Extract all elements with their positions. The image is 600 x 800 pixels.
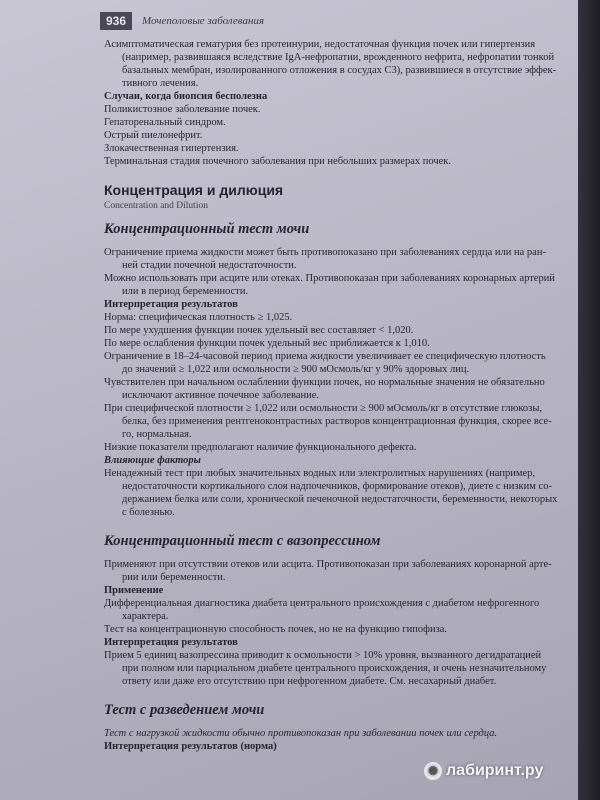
intro-line: базальных мембран, изолированного отложения в сосудах С3), развившиеся в отсутствие эффек- <box>122 65 557 76</box>
section-title: Концентрация и дилюция <box>104 182 284 198</box>
running-header <box>100 10 570 32</box>
text-line: до значений ≥ 1,022 или осмольности ≥ 900 мОсмоль/кг у 90% здоровых лиц. <box>122 364 470 375</box>
text-line: при полном или парциальном диабете центрального происхождения, и очень незначительному <box>122 663 547 674</box>
page-edge-shadow <box>578 0 600 800</box>
text-line: или в период беременности. <box>122 286 249 297</box>
running-title: Мочеполовые заболевания <box>142 15 265 27</box>
text-line: Дифференциальная диагностика диабета центрального происхождения с диабетом нефрогенного <box>104 598 540 609</box>
text-line: По мере ослабления функции почек удельный вес приближается к 1,010. <box>104 338 430 349</box>
text-line: го, нормальная. <box>122 429 192 440</box>
text-line: Ограничение приема жидкости может быть противопоказано при заболеваниях сердца или на ран- <box>104 247 546 258</box>
test3-interp-heading: Интерпретация результатов (норма) <box>104 741 277 752</box>
intro-line: (например, развившаяся вследствие IgA-нефропатии, врожденного нефрита, нефропатии тонкой <box>122 52 555 63</box>
text-line: Тест на концентрационную способность почек, но не на функцию гипофиза. <box>104 624 448 635</box>
watermark-text: лабиринт.ру <box>446 762 544 779</box>
page-number: 936 <box>100 12 132 30</box>
list-item: Злокачественная гипертензия. <box>104 143 239 154</box>
test3-note: Тест с нагрузкой жидкости обычно противопоказан при заболевании почек или сердца. <box>104 728 498 739</box>
test1-title: Концентрационный тест мочи <box>104 221 310 237</box>
test3-title: Тест с разведением мочи <box>104 702 265 718</box>
list-item: Поликистозное заболевание почек. <box>104 104 261 115</box>
text-line: исключают активное почечное заболевание. <box>122 390 320 401</box>
test2-title: Концентрационный тест с вазопрессином <box>104 533 381 549</box>
text-line: При специфической плотности ≥ 1,022 или осмольности ≥ 900 мОсмоль/кг в отсутствие глюкозы, <box>104 403 543 414</box>
list-item: Острый пиелонефрит. <box>104 130 203 141</box>
text-line: Прием 5 единиц вазопрессина приводит к осмольности > 10% уровня, вызванного дегидратацией <box>104 650 542 661</box>
test2-interp-heading: Интерпретация результатов <box>104 637 238 648</box>
text-line: По мере ухудшения функции почек удельный вес составляет < 1,020. <box>104 325 414 336</box>
text-line: Ненадежный тест при любых значительных водных или электролитных нарушениях (например, <box>104 468 536 479</box>
text-line: недостаточности кортикального слоя надпочечников, формирование отеков), диете с низким со- <box>122 481 552 492</box>
text-line: Можно использовать при асците или отеках. Противопоказан при заболеваниях коронарных артерий <box>104 273 555 284</box>
text-line: рии или беременности. <box>122 572 226 583</box>
section-title-en: Concentration and Dilution <box>104 201 208 211</box>
text-line: Норма: специфическая плотность ≥ 1,025. <box>104 312 293 323</box>
list-item: Гепаторенальный синдром. <box>104 117 226 128</box>
text-line: Низкие показатели предполагают наличие функционального дефекта. <box>104 442 417 453</box>
text-line: Применяют при отсутствии отеков или асцита. Противопоказан при заболеваниях коронарной арте- <box>104 559 552 570</box>
text-line: Чувствителен при начальном ослаблении функции почек, но нормальные значения не обязательно <box>104 377 545 388</box>
text-line: ответу или даже его отсутствию при нефрогенном диабете. См. несахарный диабет. <box>122 676 497 687</box>
test1-interp-heading: Интерпретация результатов <box>104 299 238 310</box>
text-line: держанием белка или соли, хронической печеночной недостаточности, беременности, некоторых <box>122 494 558 505</box>
list-item: Терминальная стадия почечного заболевания при небольших размерах почек. <box>104 156 452 167</box>
intro-line: Асимптоматическая гематурия без протеинурии, недостаточная функция почек или гипертензия <box>104 39 536 50</box>
text-line: с болезнью. <box>122 507 175 518</box>
text-line: характера. <box>122 611 169 622</box>
text-line: Ограничение в 18–24-часовой период приема жидкости увеличивает ее специфическую плотность <box>104 351 546 362</box>
biopsy-useless-heading: Случаи, когда биопсия бесполезна <box>104 91 268 102</box>
intro-line: тивного лечения. <box>122 78 199 89</box>
watermark <box>424 762 543 780</box>
text-line: ней стадии почечной недостаточности. <box>122 260 297 271</box>
text-line: белка, без применения рентгеноконтрастных растворов концентрационная функция, скорее все- <box>122 416 552 427</box>
page-body <box>104 38 574 753</box>
test2-use-heading: Применение <box>104 585 164 596</box>
labyrinth-logo-icon: ✺ <box>424 762 442 780</box>
test1-factors-heading: Влияющие факторы <box>104 455 201 466</box>
